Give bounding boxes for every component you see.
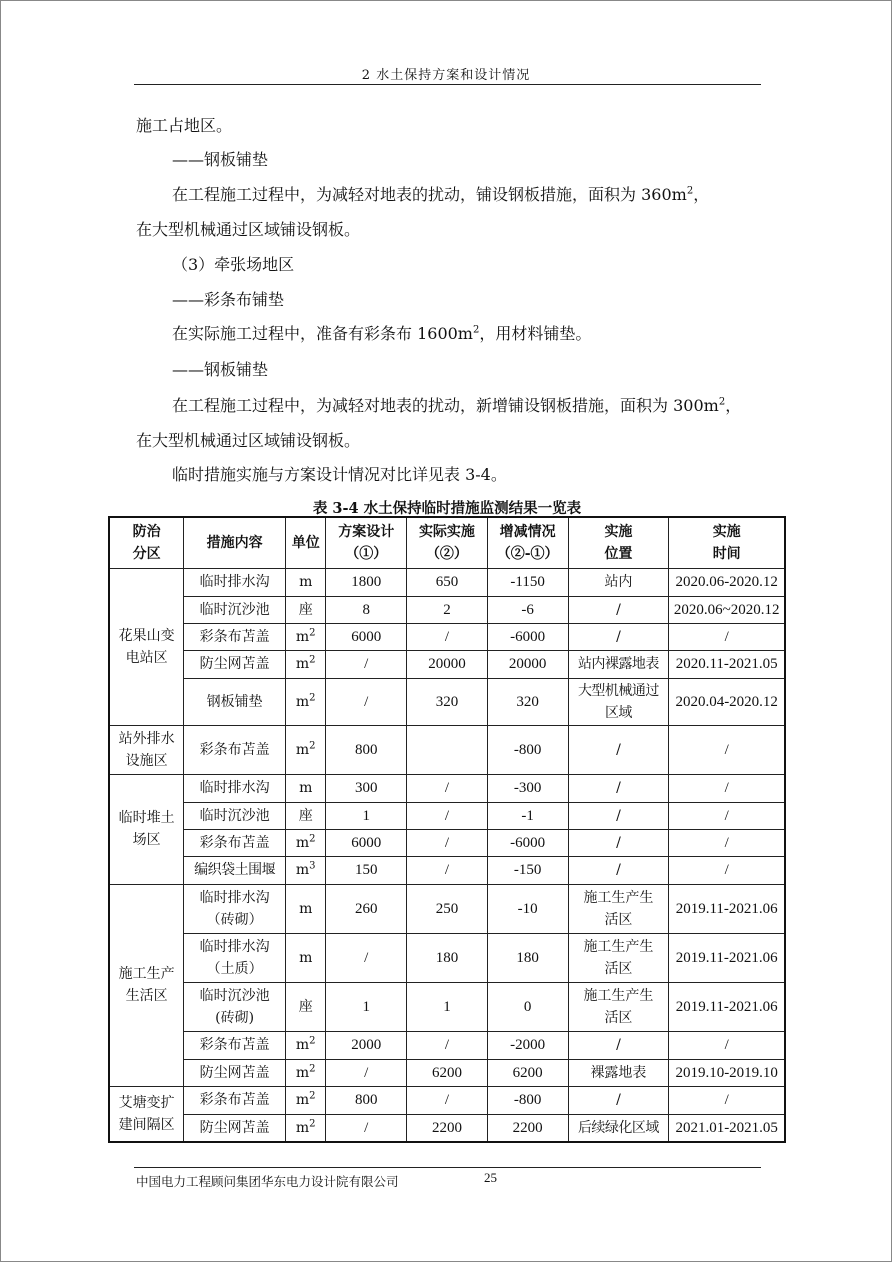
unit-cell: $m^2$ <box>286 829 326 856</box>
table-row <box>109 1086 785 1114</box>
diff-cell: -6000 <box>487 623 568 650</box>
paragraph-9: 在工程施工过程中，为减轻对地表的扰动，新增铺设钢板措施，面积为 $300m^2$， <box>172 396 742 415</box>
monitoring-table <box>108 516 786 1143</box>
time-cell: / <box>669 725 785 774</box>
actual-cell: 6200 <box>407 1059 488 1086</box>
unit-cell: m <box>286 933 326 982</box>
plan-cell: 6000 <box>326 829 407 856</box>
location-cell: 后续绿化区域 <box>568 1114 669 1142</box>
header-zone: 防治 分区 <box>109 517 184 568</box>
diff-cell: -300 <box>487 774 568 802</box>
plan-cell: 1 <box>326 802 407 829</box>
section-heading-tension-field: （3）牵张场地区 <box>172 255 295 274</box>
location-cell: / <box>568 856 669 884</box>
table-row <box>109 1114 785 1142</box>
plan-cell: 6000 <box>326 623 407 650</box>
header-diff: 增减情况 （②-①） <box>487 517 568 568</box>
zone-cell: 站外排水 设施区 <box>109 725 184 774</box>
time-cell: / <box>669 774 785 802</box>
paragraph-3: 在工程施工过程中，为减轻对地表的扰动，铺设钢板措施，面积为 $360m^2$， <box>172 185 710 204</box>
time-cell: 2019.11-2021.06 <box>669 933 785 982</box>
time-cell: / <box>669 829 785 856</box>
unit-cell: $m^2$ <box>286 1059 326 1086</box>
plan-cell: 800 <box>326 725 407 774</box>
unit-cell: $m^2$ <box>286 725 326 774</box>
location-cell: / <box>568 829 669 856</box>
subheading-steel-plate-2: ——钢板铺垫 <box>172 360 269 379</box>
measure-cell: 临时沉沙池 <box>184 596 286 623</box>
plan-cell: / <box>326 678 407 725</box>
table-caption: 表 3-4 水土保持临时措施监测结果一览表 <box>312 500 582 517</box>
measure-cell: 彩条布苫盖 <box>184 725 286 774</box>
footer-rule <box>134 1167 761 1168</box>
table-row <box>109 933 785 982</box>
location-cell: 裸露地表 <box>568 1059 669 1086</box>
location-cell: 站内 <box>568 568 669 596</box>
diff-cell: -6 <box>487 596 568 623</box>
unit-cell: $m^2$ <box>286 678 326 725</box>
header-unit: 单位 <box>286 517 326 568</box>
location-cell: / <box>568 623 669 650</box>
page-number: 25 <box>484 1170 497 1185</box>
unit-cell: $m^2$ <box>286 623 326 650</box>
plan-cell: 2000 <box>326 1031 407 1059</box>
paragraph-7: 在实际施工过程中，准备有彩条布 $1600m^2$，用材料铺垫。 <box>172 324 592 343</box>
location-cell: 大型机械通过 区域 <box>568 678 669 725</box>
subheading-color-cloth: ——彩条布铺垫 <box>172 290 285 309</box>
measure-cell: 编织袋土围堰 <box>184 856 286 884</box>
table-row <box>109 774 785 802</box>
measure-cell: 彩条布苫盖 <box>184 1031 286 1059</box>
actual-cell: / <box>407 1086 488 1114</box>
running-header: 2 水土保持方案和设计情况 <box>361 68 531 83</box>
location-cell: / <box>568 802 669 829</box>
measure-cell: 彩条布苫盖 <box>184 623 286 650</box>
location-cell: 施工生产生 活区 <box>568 884 669 933</box>
plan-cell: 1800 <box>326 568 407 596</box>
time-cell: 2020.06-2020.12 <box>669 568 785 596</box>
table-row <box>109 1031 785 1059</box>
paragraph-11: 临时措施实施与方案设计情况对比详见表 3-4。 <box>172 465 507 484</box>
plan-cell: / <box>326 650 407 678</box>
time-cell: 2020.06~2020.12 <box>669 596 785 623</box>
measure-cell: 临时沉沙池 <box>184 802 286 829</box>
actual-cell: / <box>407 856 488 884</box>
table-row <box>109 568 785 596</box>
paragraph-1: 施工占地区。 <box>136 116 233 135</box>
unit-cell: $m^2$ <box>286 1031 326 1059</box>
paragraph-10: 在大型机械通过区域铺设钢板。 <box>136 431 361 450</box>
table-row <box>109 856 785 884</box>
plan-cell: 800 <box>326 1086 407 1114</box>
time-cell: 2021.01-2021.05 <box>669 1114 785 1142</box>
time-cell: / <box>669 623 785 650</box>
location-cell: / <box>568 774 669 802</box>
measure-cell: 临时排水沟 （土质） <box>184 933 286 982</box>
diff-cell: -6000 <box>487 829 568 856</box>
actual-cell: / <box>407 1031 488 1059</box>
actual-cell: / <box>407 774 488 802</box>
actual-cell: 250 <box>407 884 488 933</box>
table-row <box>109 678 785 725</box>
measure-cell: 临时排水沟 （砖砌） <box>184 884 286 933</box>
actual-cell: 1 <box>407 982 488 1031</box>
unit-cell: m <box>286 774 326 802</box>
diff-cell: 6200 <box>487 1059 568 1086</box>
header-rule <box>134 84 761 85</box>
zone-cell: 临时堆土 场区 <box>109 774 184 884</box>
unit-cell: m <box>286 568 326 596</box>
plan-cell: 8 <box>326 596 407 623</box>
plan-cell: 300 <box>326 774 407 802</box>
table-row <box>109 884 785 933</box>
actual-cell <box>407 725 488 774</box>
time-cell: 2020.11-2021.05 <box>669 650 785 678</box>
time-cell: 2019.11-2021.06 <box>669 982 785 1031</box>
time-cell: 2019.10-2019.10 <box>669 1059 785 1086</box>
location-cell: / <box>568 596 669 623</box>
header-actual: 实际实施 （②） <box>407 517 488 568</box>
unit-cell: $m^2$ <box>286 650 326 678</box>
diff-cell: -1150 <box>487 568 568 596</box>
diff-cell: 2200 <box>487 1114 568 1142</box>
actual-cell: 2 <box>407 596 488 623</box>
actual-cell: 650 <box>407 568 488 596</box>
paragraph-4: 在大型机械通过区域铺设钢板。 <box>136 220 361 239</box>
location-cell: / <box>568 1086 669 1114</box>
measure-cell: 防尘网苫盖 <box>184 1059 286 1086</box>
header-measure: 措施内容 <box>184 517 286 568</box>
time-cell: / <box>669 1086 785 1114</box>
table-row <box>109 650 785 678</box>
zone-cell: 花果山变 电站区 <box>109 568 184 725</box>
diff-cell: -2000 <box>487 1031 568 1059</box>
table-row <box>109 725 785 774</box>
unit-cell: $m^2$ <box>286 1086 326 1114</box>
actual-cell: 2200 <box>407 1114 488 1142</box>
measure-cell: 钢板铺垫 <box>184 678 286 725</box>
unit-cell: m <box>286 884 326 933</box>
unit-cell: 座 <box>286 596 326 623</box>
table-row <box>109 1059 785 1086</box>
unit-cell: $m^2$ <box>286 1114 326 1142</box>
header-plan: 方案设计 （①） <box>326 517 407 568</box>
unit-cell: 座 <box>286 802 326 829</box>
subheading-steel-plate: ——钢板铺垫 <box>172 150 269 169</box>
actual-cell: / <box>407 802 488 829</box>
diff-cell: -800 <box>487 1086 568 1114</box>
measure-cell: 彩条布苫盖 <box>184 1086 286 1114</box>
plan-cell: / <box>326 933 407 982</box>
actual-cell: / <box>407 829 488 856</box>
table-header-row <box>109 517 785 568</box>
unit-cell: 座 <box>286 982 326 1031</box>
actual-cell: / <box>407 623 488 650</box>
plan-cell: 1 <box>326 982 407 1031</box>
diff-cell: 320 <box>487 678 568 725</box>
time-cell: / <box>669 802 785 829</box>
plan-cell: 150 <box>326 856 407 884</box>
diff-cell: -1 <box>487 802 568 829</box>
time-cell: / <box>669 1031 785 1059</box>
table-row <box>109 623 785 650</box>
plan-cell: / <box>326 1114 407 1142</box>
measure-cell: 防尘网苫盖 <box>184 1114 286 1142</box>
diff-cell: 180 <box>487 933 568 982</box>
time-cell: 2020.04-2020.12 <box>669 678 785 725</box>
measure-cell: 临时排水沟 <box>184 568 286 596</box>
location-cell: / <box>568 1031 669 1059</box>
header-time: 实施 时间 <box>669 517 785 568</box>
table-row <box>109 982 785 1031</box>
measure-cell: 临时沉沙池 (砖砌) <box>184 982 286 1031</box>
diff-cell: -10 <box>487 884 568 933</box>
actual-cell: 20000 <box>407 650 488 678</box>
actual-cell: 180 <box>407 933 488 982</box>
location-cell: 施工生产生 活区 <box>568 982 669 1031</box>
time-cell: / <box>669 856 785 884</box>
plan-cell: 260 <box>326 884 407 933</box>
actual-cell: 320 <box>407 678 488 725</box>
diff-cell: 0 <box>487 982 568 1031</box>
unit-cell: $m^3$ <box>286 856 326 884</box>
header-location: 实施 位置 <box>568 517 669 568</box>
table-row <box>109 596 785 623</box>
location-cell: 站内裸露地表 <box>568 650 669 678</box>
table-row <box>109 802 785 829</box>
measure-cell: 彩条布苫盖 <box>184 829 286 856</box>
diff-cell: -150 <box>487 856 568 884</box>
time-cell: 2019.11-2021.06 <box>669 884 785 933</box>
location-cell: / <box>568 725 669 774</box>
footer-organization: 中国电力工程顾问集团华东电力设计院有限公司 <box>136 1174 399 1189</box>
diff-cell: 20000 <box>487 650 568 678</box>
diff-cell: -800 <box>487 725 568 774</box>
zone-cell: 施工生产 生活区 <box>109 884 184 1086</box>
zone-cell: 艾塘变扩 建间隔区 <box>109 1086 184 1142</box>
measure-cell: 防尘网苫盖 <box>184 650 286 678</box>
plan-cell: / <box>326 1059 407 1086</box>
location-cell: 施工生产生 活区 <box>568 933 669 982</box>
table-row <box>109 829 785 856</box>
measure-cell: 临时排水沟 <box>184 774 286 802</box>
